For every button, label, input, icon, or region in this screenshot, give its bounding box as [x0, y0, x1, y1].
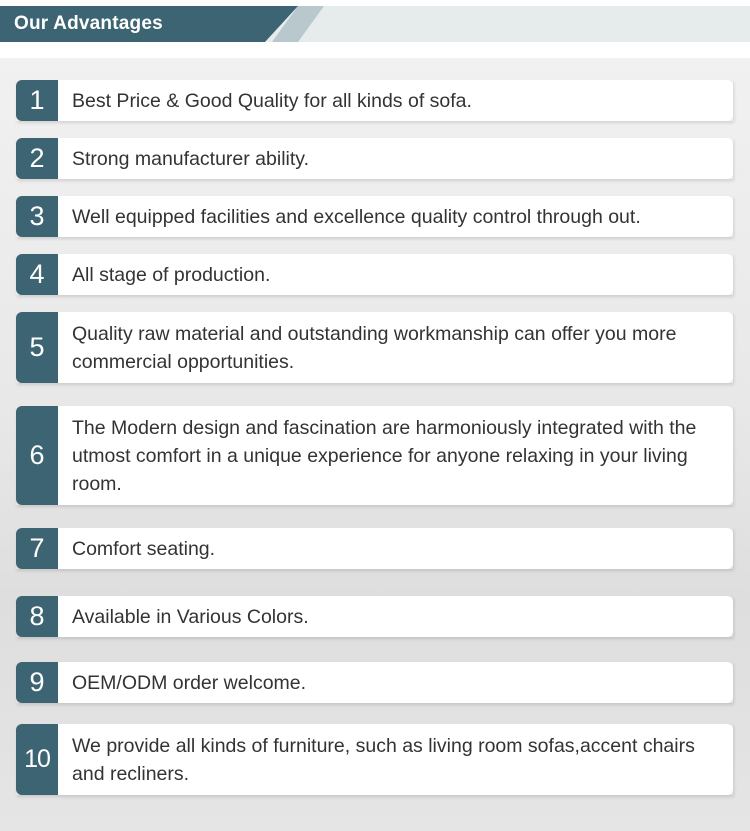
item-text: All stage of production.: [58, 254, 733, 295]
advantage-item: [16, 662, 733, 703]
item-text: Strong manufacturer ability.: [58, 138, 733, 179]
item-number: 9: [16, 662, 58, 703]
advantage-item: [16, 724, 733, 795]
item-text: Available in Various Colors.: [58, 596, 733, 637]
item-number: 3: [16, 196, 58, 237]
advantage-item: [16, 528, 733, 569]
advantage-item: [16, 254, 733, 295]
item-text: Quality raw material and outstanding workmanship can offer you more commercial opportunities.: [58, 312, 733, 383]
item-number: 6: [16, 406, 58, 505]
item-number: 8: [16, 596, 58, 637]
item-number: 10: [16, 724, 58, 795]
item-number: 4: [16, 254, 58, 295]
item-number: 1: [16, 80, 58, 121]
item-number: 5: [16, 312, 58, 383]
item-text: The Modern design and fascination are harmoniously integrated with the utmost comfort in a unique experience for anyone relaxing in your living room.: [58, 406, 733, 505]
advantage-item: [16, 596, 733, 637]
item-number: 2: [16, 138, 58, 179]
item-text: Well equipped facilities and excellence quality control through out.: [58, 196, 733, 237]
item-number: 7: [16, 528, 58, 569]
item-text: We provide all kinds of furniture, such as living room sofas,accent chairs and recliners.: [58, 724, 733, 795]
item-text: OEM/ODM order welcome.: [58, 662, 733, 703]
item-text: Best Price & Good Quality for all kinds of sofa.: [58, 80, 733, 121]
item-text: Comfort seating.: [58, 528, 733, 569]
page-title: Our Advantages: [14, 13, 163, 34]
advantage-item: [16, 196, 733, 237]
advantage-item: [16, 406, 733, 505]
advantage-item: [16, 138, 733, 179]
advantage-item: [16, 312, 733, 383]
advantage-item: [16, 80, 733, 121]
